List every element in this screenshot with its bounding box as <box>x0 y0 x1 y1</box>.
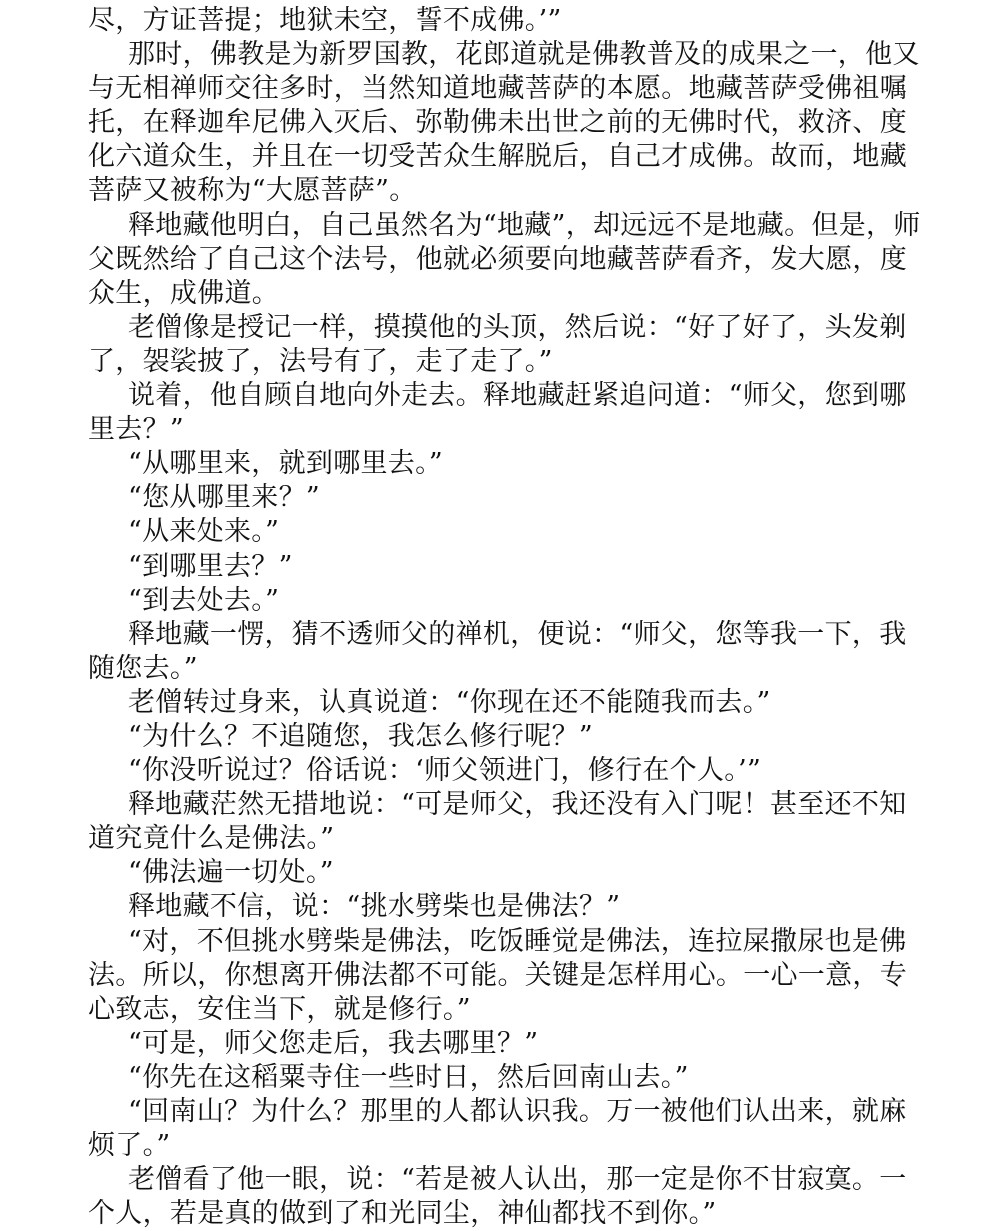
text-line: “到哪里去？” <box>128 550 293 582</box>
text-line: 释地藏一愣，猜不透师父的禅机，便说：“师父，您等我一下，我 <box>128 618 907 650</box>
text-line: “你没听说过？俗话说：‘师父领进门，修行在个人。’” <box>128 755 762 787</box>
text-line: 老僧转过身来，认真说道：“你现在还不能随我而去。” <box>128 686 771 718</box>
text-line: 菩萨又被称为“大愿菩萨”。 <box>88 175 417 207</box>
text-line: 释地藏他明白，自己虽然名为“地藏”，却远远不是地藏。但是，师 <box>128 209 921 241</box>
text-line: 道究竟什么是佛法。” <box>88 823 335 855</box>
text-line: “佛法遍一切处。” <box>128 857 334 889</box>
text-line: 尽，方证菩提；地狱未空，誓不成佛。’” <box>88 5 562 36</box>
text-line: “从来处来。” <box>128 516 280 548</box>
text-line: 众生，成佛道。 <box>88 277 280 309</box>
text-body <box>88 4 921 1231</box>
text-line: “从哪里来，就到哪里去。” <box>128 448 444 480</box>
text-line: 与无相禅师交往多时，当然知道地藏菩萨的本愿。地藏菩萨受佛祖嘱 <box>88 73 907 105</box>
text-line: 烦了。” <box>88 1130 171 1162</box>
text-line: “为什么？不追随您，我怎么修行呢？” <box>128 720 594 752</box>
text-line: 个人，若是真的做到了和光同尘，神仙都找不到你。” <box>88 1198 717 1230</box>
text-line: 里去？” <box>88 414 185 446</box>
text-line: 托，在释迦牟尼佛入灭后、弥勒佛未出世之前的无佛时代，救济、度 <box>88 107 907 139</box>
text-line: “你先在这稻粟寺住一些时日，然后回南山去。” <box>128 1061 689 1093</box>
text-line: “回南山？为什么？那里的人都认识我。万一被他们认出来，就麻 <box>128 1096 907 1127</box>
text-line: 那时，佛教是为新罗国教，花郎道就是佛教普及的成果之一，他又 <box>128 39 920 71</box>
text-line: “到去处去。” <box>128 584 280 616</box>
text-line: 法。所以，你想离开佛法都不可能。关键是怎样用心。一心一意，专 <box>88 959 907 991</box>
text-line: 父既然给了自己这个法号，他就必须要向地藏菩萨看齐，发大愿，度 <box>88 243 907 275</box>
text-line: 释地藏茫然无措地说：“可是师父，我还没有入门呢！甚至还不知 <box>128 789 907 821</box>
text-line: “可是，师父您走后，我去哪里？” <box>128 1027 539 1059</box>
text-line: 说着，他自顾自地向外走去。释地藏赶紧追问道：“师父，您到哪 <box>128 380 907 412</box>
text-line: 老僧看了他一眼，说：“若是被人认出，那一定是你不甘寂寞。一 <box>128 1164 907 1196</box>
text-line: 化六道众生，并且在一切受苦众生解脱后，自己才成佛。故而，地藏 <box>88 141 907 173</box>
text-line: 释地藏不信，说：“挑水劈柴也是佛法？” <box>128 891 621 923</box>
text-line: 心致志，安住当下，就是修行。” <box>88 993 471 1025</box>
text-line: “对，不但挑水劈柴是佛法，吃饭睡觉是佛法，连拉屎撒尿也是佛 <box>128 925 907 957</box>
text-line: 随您去。” <box>88 652 198 684</box>
text-line: 了，袈裟披了，法号有了，走了走了。” <box>88 345 553 377</box>
text-line: “您从哪里来？” <box>128 482 321 514</box>
text-line: 老僧像是授记一样，摸摸他的头顶，然后说：“好了好了，头发剃 <box>128 311 907 343</box>
